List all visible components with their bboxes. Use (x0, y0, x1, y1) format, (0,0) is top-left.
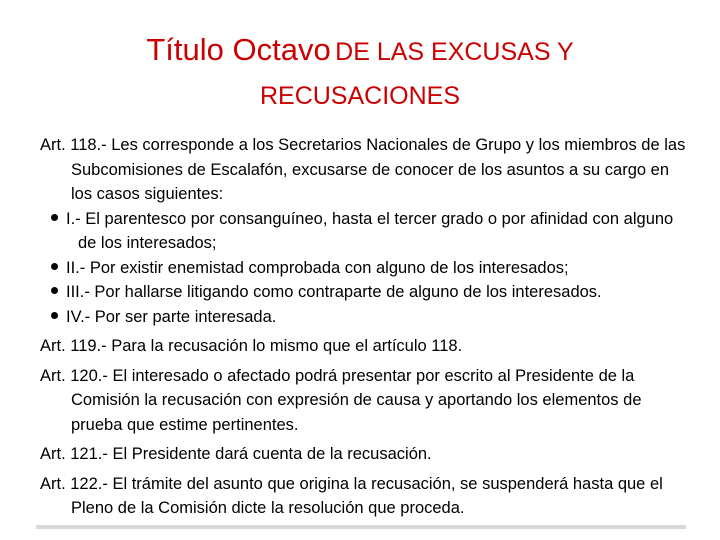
list-item-text: I.- El parentesco por consanguíneo, hasta el tercer grado o por afinidad con alguno de los interesados; (66, 209, 674, 252)
article-118-list (40, 207, 690, 330)
title-subject: DE LAS EXCUSAS Y (335, 38, 574, 66)
article-119: Art. 119.- Para la recusación lo mismo que el artículo 118. (40, 337, 463, 355)
article-120: Art. 120.- El interesado o afectado podrá presentar por escrito al Presidente de la Comisión la recusación con expresión de causa y aportando los elementos de prueba que estime pertinentes. (40, 366, 642, 434)
article-121: Art. 121.- El Presidente dará cuenta de la recusación. (40, 445, 432, 463)
list-item-text: III.- Por hallarse litigando como contraparte de alguno de los interesados. (66, 283, 602, 301)
list-item (40, 256, 690, 281)
footer-divider (36, 525, 686, 529)
list-item-text: IV.- Por ser parte interesada. (66, 307, 277, 326)
article-122: Art. 122.- El trámite del asunto que origina la recusación, se suspenderá hasta que el Pleno de la Comisión dicte la resolución que proceda. (40, 474, 663, 517)
list-item (40, 280, 690, 305)
list-item-text: II.- Por existir enemistad comprobada con alguno de los interesados; (66, 258, 569, 277)
title-line-2: RECUSACIONES (259, 82, 461, 110)
article-118-intro: Art. 118.- Les corresponde a los Secretarios Nacionales de Grupo y los miembros de las Subcomisiones de Escalafón, excusarse de conocer de los asuntos a su cargo en los casos siguientes: (40, 136, 686, 203)
bullet-icon (51, 312, 58, 319)
bullet-icon (51, 263, 58, 270)
list-item (40, 207, 690, 256)
bullet-icon (51, 214, 58, 221)
slide-body (40, 133, 690, 521)
title-line-1 (0, 30, 720, 76)
title-main: Título Octavo (146, 32, 331, 67)
slide-title (0, 30, 720, 116)
list-item (40, 305, 690, 330)
bullet-icon (51, 287, 58, 294)
